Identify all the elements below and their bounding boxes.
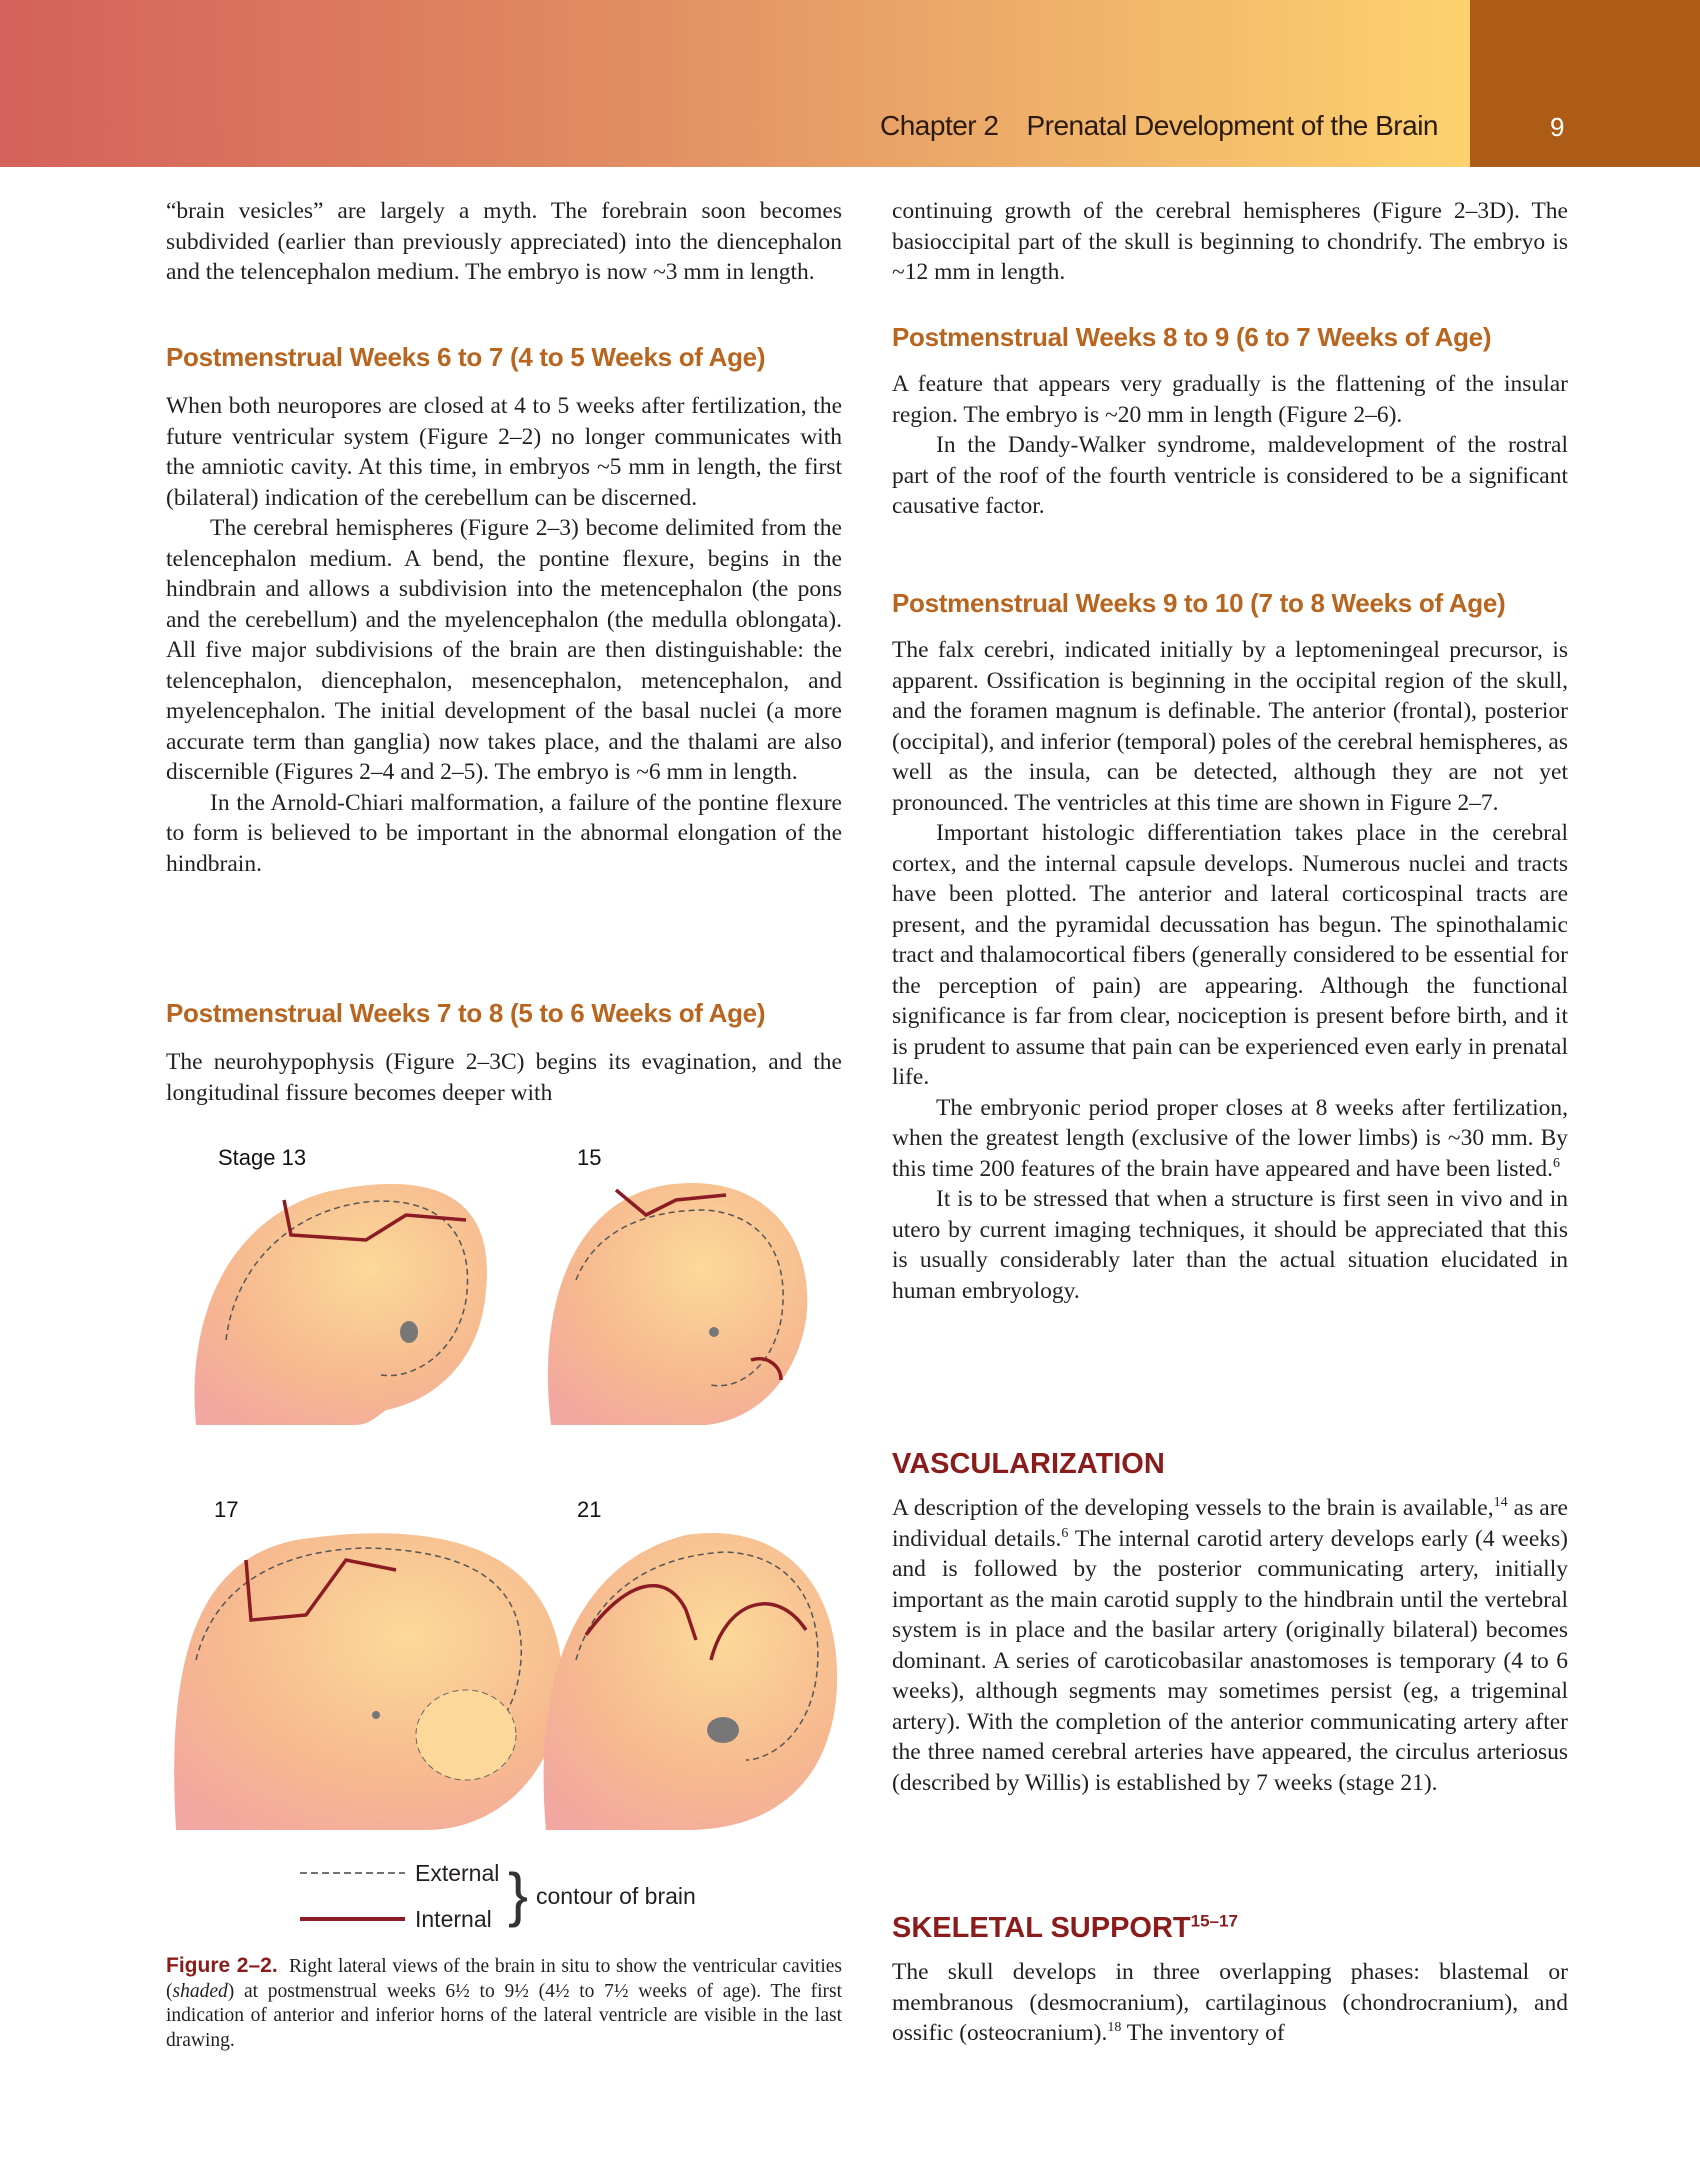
brain-stage-15 <box>548 1183 807 1425</box>
left-para-1-block <box>166 196 842 288</box>
section-vascularization <box>892 1448 1568 1798</box>
left-section-weeks-6-7 <box>166 342 842 879</box>
legend-line-icons <box>300 1858 410 1938</box>
paragraph: It is to be stressed that when a structure is first seen in vivo and in utero by current imaging techniques, it should be appreciated that this is usually considerably later than the actual situation elucidated in human embryology. <box>892 1186 1568 1304</box>
brain-stage-17 <box>174 1533 562 1830</box>
brain-stage-21 <box>544 1533 838 1830</box>
text: The embryonic period proper closes at 8 weeks after fertilization, when the greatest length (exclusive of the lower limbs) is ~30 mm. By this time 200 features of the brain have appeared and have been listed. <box>892 1094 1568 1182</box>
stage-label: 15 <box>577 1145 602 1170</box>
page-number: 9 <box>1550 112 1565 142</box>
chapter-title: Prenatal Development of the Brain <box>1026 110 1438 141</box>
text: The skull develops in three overlapping phases: blastemal or membranous (desmocranium), cartilaginous (chondrocranium), and ossific (osteocranium). <box>892 1959 1568 2046</box>
right-para-1-block <box>892 196 1568 288</box>
paragraph: “brain vesicles” are largely a myth. The forebrain soon becomes subdivided (earlier than previously appreciated) into the diencephalon and the telencephalon medium. The embryo is now ~3 mm in length. <box>166 198 842 285</box>
stage-label: 21 <box>577 1497 602 1522</box>
caption-italic: shaded <box>172 1980 228 2002</box>
section-heading: Postmenstrual Weeks 9 to 10 (7 to 8 Weeks of Age) <box>892 588 1506 618</box>
paragraph: A feature that appears very gradually is the flattening of the insular region. The embryo is ~20 mm in length (Figure 2–6). <box>892 371 1568 428</box>
legend-internal: Internal <box>415 1906 492 1932</box>
right-section-weeks-8-9 <box>892 322 1568 522</box>
section-heading: VASCULARIZATION <box>892 1448 1165 1480</box>
citation: 18 <box>1107 2020 1122 2036</box>
heading-text: SKELETAL SUPPORT <box>892 1912 1191 1944</box>
section-heading <box>892 1912 1568 1945</box>
paragraph <box>892 1093 1568 1185</box>
caption-text: Right lateral views of the brain in situ to show the ventricular cavities ( <box>166 1956 842 2002</box>
brain-stage-13 <box>195 1184 487 1425</box>
figure-2-2 <box>166 1140 846 1940</box>
section-heading: Postmenstrual Weeks 6 to 7 (4 to 5 Weeks of Age) <box>166 342 766 372</box>
stage-label: 17 <box>214 1497 239 1522</box>
chapter-label: Chapter 2 <box>880 110 999 141</box>
text: as are individual details. <box>892 1495 1568 1552</box>
paragraph <box>892 1957 1568 2049</box>
citation: 6 <box>1061 1525 1069 1541</box>
paragraph <box>892 1493 1568 1798</box>
right-section-weeks-9-10 <box>892 588 1568 1306</box>
brace-icon: } <box>508 1861 529 1928</box>
left-section-weeks-7-8 <box>166 998 842 1108</box>
paragraph: The neurohypophysis (Figure 2–3C) begins its evagination, and the longitudinal fissure becomes deeper with <box>166 1049 842 1106</box>
paragraph: In the Dandy-Walker syndrome, maldevelopment of the rostral part of the roof of the fourth ventricle is considered to be a significant causative factor. <box>892 432 1568 519</box>
citation: 14 <box>1493 1495 1508 1511</box>
paragraph: Important histologic differentiation takes place in the cerebral cortex, and the internal capsule develops. Numerous nuclei and tracts have been plotted. The anterior and lateral corticospinal tracts are present, and the pyramidal decussation has begun. The spinothalamic tract and thalamocortical fibers (generally considered to be essential for the perception of pain) are appearing. Although the functional significance is far from clear, nociception is present before birth, and it is prudent to assume that pain can be experienced even early in prenatal life. <box>892 820 1568 1090</box>
legend-group-label: contour of brain <box>536 1883 696 1909</box>
page-number-box <box>1470 0 1700 167</box>
text: The inventory of <box>1121 2020 1285 2046</box>
paragraph: When both neuropores are closed at 4 to 5 weeks after fertilization, the future ventricular system (Figure 2–2) no longer communicates with the amniotic cavity. At this time, in embryos ~5 mm in length, the first (bilateral) indication of the cerebellum can be discerned. <box>166 393 842 511</box>
brain-illustrations <box>166 1140 846 1860</box>
citation: 15–17 <box>1190 1911 1238 1931</box>
section-skeletal-support <box>892 1912 1568 2049</box>
section-heading: Postmenstrual Weeks 7 to 8 (5 to 6 Weeks of Age) <box>166 998 766 1028</box>
stage-label: Stage 13 <box>218 1145 307 1170</box>
figure-label: Figure 2–2. <box>166 1954 278 1977</box>
citation: 6 <box>1553 1155 1561 1171</box>
paragraph: continuing growth of the cerebral hemispheres (Figure 2–3D). The basioccipital part of the skull is beginning to chondrify. The embryo is ~12 mm in length. <box>892 198 1568 285</box>
text: A description of the developing vessels to the brain is available, <box>892 1495 1494 1521</box>
paragraph: The falx cerebri, indicated initially by a leptomeningeal precursor, is apparent. Ossification is beginning in the occipital region of the skull, and the foramen magnum is definable. The anterior (frontal), posterior (occipital), and inferior (temporal) poles of the cerebral hemispheres, as well as the insula, can be detected, although they are not yet pronounced. The ventricles at this time are shown in Figure 2–7. <box>892 637 1568 816</box>
paragraph: The cerebral hemispheres (Figure 2–3) become delimited from the telencephalon medium. A bend, the pontine flexure, begins in the hindbrain and allows a subdivision into the metencephalon (the pons and the cerebellum) and the myelencephalon (the medulla oblongata). All five major subdivisions of the brain are then distinguishable: the telencephalon, diencephalon, mesencephalon, metencephalon, and myelencephalon. The initial development of the basal nuclei (a more accurate term than ganglia) now takes place, and the thalami are also discernible (Figures 2–4 and 2–5). The embryo is ~6 mm in length. <box>166 515 842 785</box>
caption-text: ) at postmenstrual weeks 6½ to 9½ (4½ to 7½ weeks of age). The first indication of anterior and inferior horns of the lateral ventricle are visible in the last drawing. <box>166 1980 842 2051</box>
figure-caption <box>166 1954 842 2053</box>
running-head <box>880 110 1438 142</box>
section-heading: Postmenstrual Weeks 8 to 9 (6 to 7 Weeks of Age) <box>892 322 1492 352</box>
paragraph: In the Arnold-Chiari malformation, a failure of the pontine flexure to form is believed to be important in the abnormal elongation of the hindbrain. <box>166 789 842 877</box>
text: The internal carotid artery develops early (4 weeks) and is followed by the posterior communicating artery, initially important as the main carotid supply to the hindbrain until the vertebral system is in place and the basilar artery (originally bilateral) becomes dominant. A series of caroticobasilar anastomoses is temporary (4 to 6 weeks), although segments may sometimes persist (eg, a trigeminal artery). With the completion of the anterior communicating artery after the three named cerebral arteries have appeared, the circulus arteriosus (described by Willis) is established by 7 weeks (stage 21). <box>892 1525 1568 1796</box>
figure-legend <box>300 1858 720 1938</box>
legend-external: External <box>415 1860 500 1886</box>
